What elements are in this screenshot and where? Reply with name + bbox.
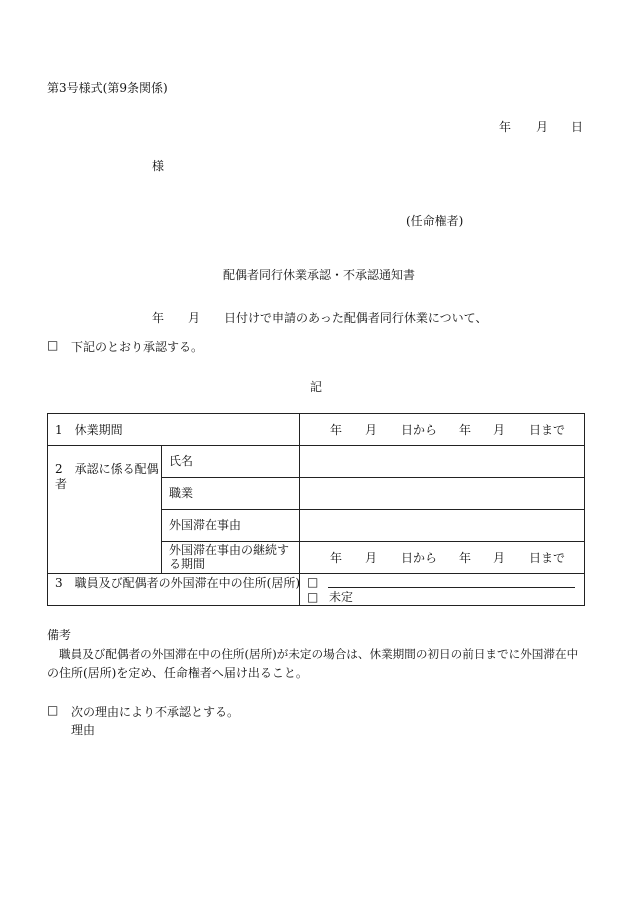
appointing-authority: (任命権者)	[406, 214, 464, 228]
notes-line1: 職員及び配偶者の外国滞在中の住所(居所)が未定の場合は、休業期間の初日の前日までに外国滞在中	[59, 647, 579, 661]
intro-line	[152, 309, 512, 325]
duration-end-year: 年	[459, 551, 472, 565]
reject-label: 次の理由により不承認とする。	[71, 705, 240, 719]
form-number: 第3号様式(第9条関係)	[47, 81, 168, 95]
date-month: 月	[536, 120, 549, 134]
reason-label: 理由	[71, 723, 96, 737]
undetermined-checkbox[interactable]: □	[307, 590, 319, 604]
foreign-stay-reason-label: 外国滞在事由	[169, 518, 242, 532]
notes-line2: の住所(居所)を定め、任命権者へ届け出ること。	[47, 666, 308, 680]
address-checkbox[interactable]: □	[307, 575, 319, 589]
duration-start-day: 日から	[401, 551, 438, 565]
row1-end-year: 年	[459, 423, 472, 437]
row1-start-month: 月	[365, 423, 378, 437]
approve-label: 下記のとおり承認する。	[71, 340, 204, 354]
address-write-line	[328, 587, 575, 588]
row3-label: 3 職員及び配偶者の外国滞在中の住所(居所)	[55, 576, 300, 590]
date-year: 年	[499, 120, 512, 134]
approve-checkbox[interactable]: □	[47, 338, 59, 352]
row1-end-month: 月	[493, 423, 506, 437]
row2-label-line1: 2 承認に係る配偶	[55, 462, 159, 476]
reject-checkbox[interactable]: □	[47, 703, 59, 717]
stay-duration-label-line1: 外国滞在事由の継続す	[169, 543, 290, 557]
duration-start-month: 月	[365, 551, 378, 565]
ki-heading: 記	[310, 380, 323, 394]
undetermined-label: 未定	[329, 590, 354, 604]
approve-option[interactable]	[47, 338, 307, 354]
reject-option[interactable]	[47, 703, 307, 719]
leave-details-table	[47, 413, 585, 606]
row1-start-year: 年	[330, 423, 343, 437]
notes-heading: 備考	[47, 628, 72, 642]
spouse-occupation-label: 職業	[169, 486, 194, 500]
intro-year: 年	[152, 311, 165, 325]
spouse-name-label: 氏名	[169, 454, 194, 468]
date-day: 日	[571, 120, 584, 134]
intro-month: 月	[188, 311, 201, 325]
stay-duration-label-line2: る期間	[169, 557, 206, 571]
document-title: 配偶者同行休業承認・不承認通知書	[223, 268, 416, 282]
row1-start-day: 日から	[401, 423, 438, 437]
row1-label: 1 休業期間	[55, 423, 123, 437]
duration-end-month: 月	[493, 551, 506, 565]
row2-label-line2: 者	[55, 477, 68, 491]
row1-end-day: 日まで	[529, 423, 566, 437]
intro-text: 日付けで申請のあった配偶者同行休業について、	[224, 311, 488, 325]
duration-end-day: 日まで	[529, 551, 566, 565]
addressee-suffix: 様	[152, 159, 165, 173]
duration-start-year: 年	[330, 551, 343, 565]
